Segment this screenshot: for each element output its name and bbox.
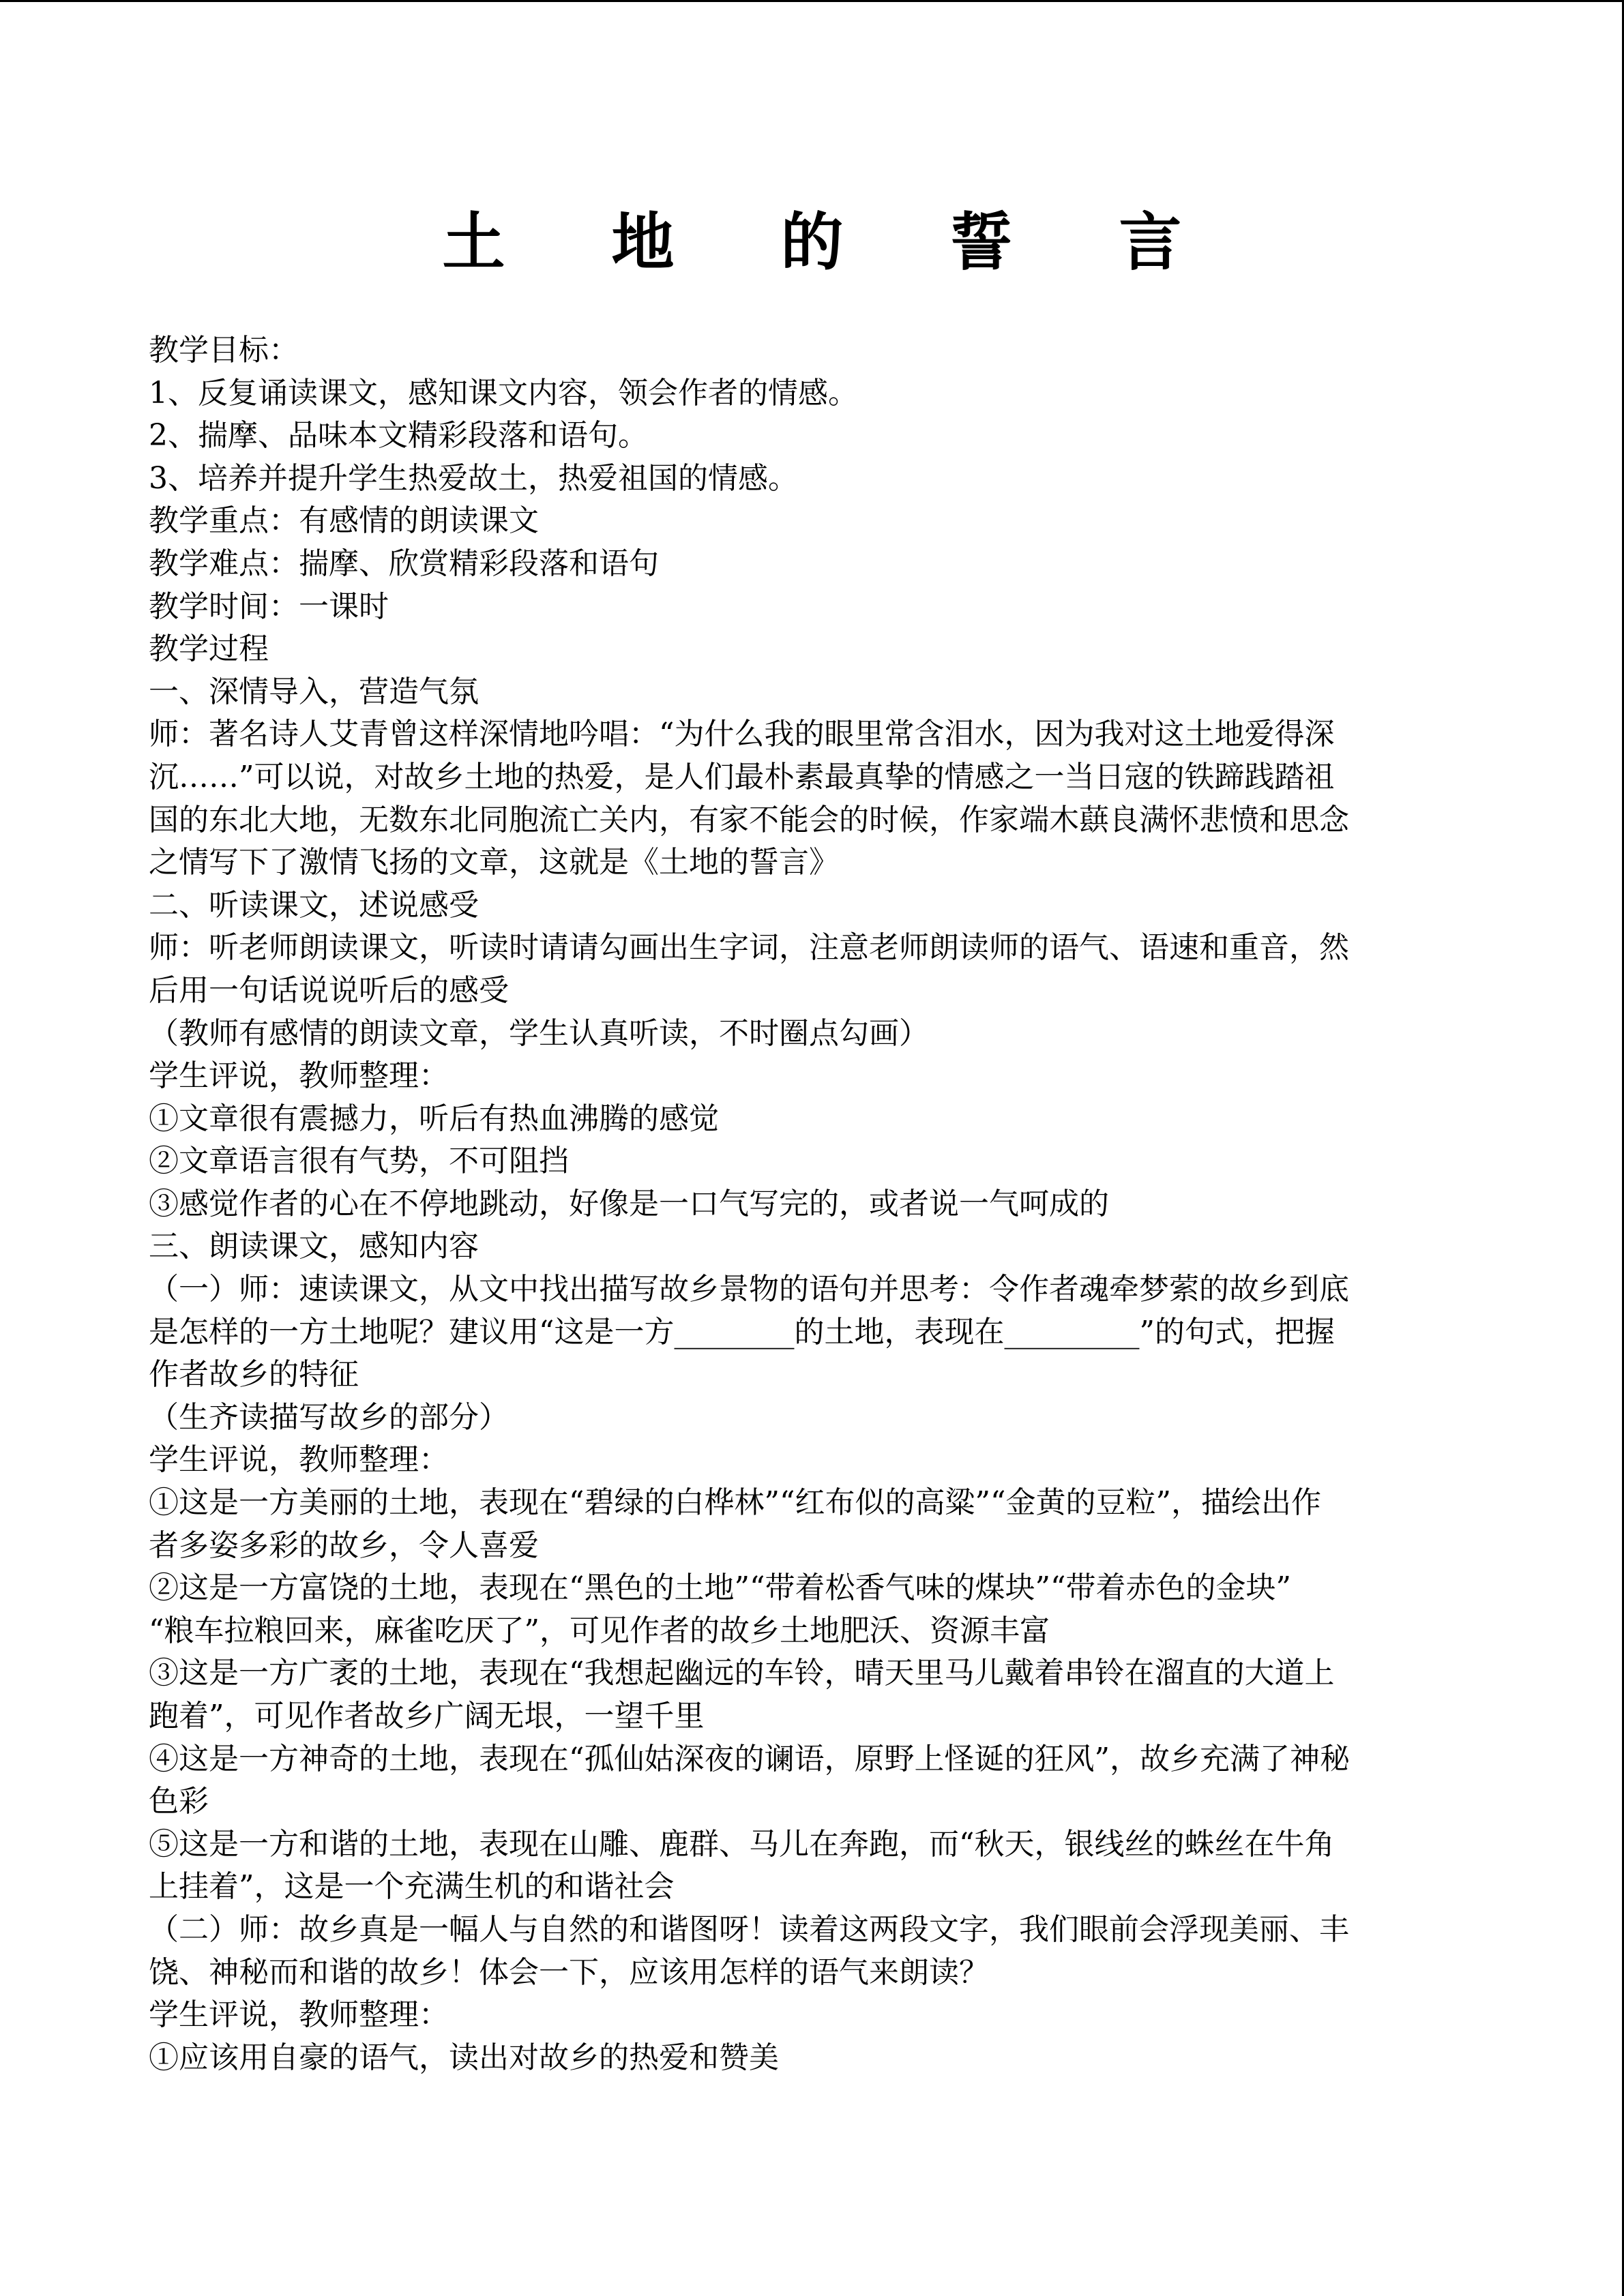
text-line: 教学重点：有感情的朗读课文 xyxy=(149,503,539,539)
text-line: 上挂着”，这是一个充满生机的和谐社会 xyxy=(149,1869,675,1905)
text-line: 学生评说，教师整理： xyxy=(149,1058,449,1094)
text-line: ①这是一方美丽的土地，表现在“碧绿的白桦林”“红布似的高粱”“金黄的豆粒”，描绘出作 xyxy=(149,1485,1321,1521)
text-line: 2、揣摩、品味本文精彩段落和语句。 xyxy=(149,418,648,453)
document-body xyxy=(149,329,1479,2079)
text-line: 国的东北大地，无数东北同胞流亡关内，有家不能会的时候，作家端木蕻良满怀悲愤和思念 xyxy=(149,802,1349,837)
text-line: （二）师：故乡真是一幅人与自然的和谐图呀！读着这两段文字，我们眼前会浮现美丽、丰 xyxy=(149,1911,1349,1947)
text-line: 3、培养并提升学生热爱故土，热爱祖国的情感。 xyxy=(149,460,798,496)
text-line: 饶、神秘而和谐的故乡！体会一下，应该用怎样的语气来朗读？ xyxy=(149,1954,989,1990)
text-line: ③感觉作者的心在不停地跳动，好像是一口气写完的，或者说一气呵成的 xyxy=(149,1186,1109,1221)
text-line: （教师有感情的朗读文章，学生认真听读，不时圈点勾画） xyxy=(149,1015,929,1051)
text-line: 1、反复诵读课文，感知课文内容，领会作者的情感。 xyxy=(149,375,858,411)
text-line: 跑着”，可见作者故乡广阔无垠，一望千里 xyxy=(149,1699,705,1733)
text-line: 一、深情导入，营造气氛 xyxy=(149,674,479,709)
text-line: 者多姿多彩的故乡，令人喜爱 xyxy=(149,1527,539,1563)
text-line: 后用一句话说说听后的感受 xyxy=(149,972,509,1008)
text-line: ②文章语言很有气势，不可阻挡 xyxy=(149,1144,569,1179)
text-line: ②这是一方富饶的土地，表现在“黑色的土地”“带着松香气味的煤块”“带着赤色的金块” xyxy=(149,1570,1291,1606)
text-line: ③这是一方广袤的土地，表现在“我想起幽远的车铃，晴天里马儿戴着串铃在溜直的大道上 xyxy=(149,1656,1335,1691)
text-line: 三、朗读课文，感知内容 xyxy=(149,1229,479,1264)
text-line: 教学时间：一课时 xyxy=(149,588,389,624)
text-line: ①文章很有震撼力，听后有热血沸腾的感觉 xyxy=(149,1101,719,1136)
text-line: （生齐读描写故乡的部分） xyxy=(149,1399,509,1435)
text-line: 色彩 xyxy=(149,1784,209,1819)
document-title: 土 地 的 誓 言 xyxy=(442,205,1224,279)
text-line: ⑤这是一方和谐的土地，表现在山雕、鹿群、马儿在奔跑，而“秋天，银线丝的蛛丝在牛角 xyxy=(149,1826,1335,1862)
text-line: “粮车拉粮回来，麻雀吃厌了”，可见作者的故乡土地肥沃、资源丰富 xyxy=(149,1613,1050,1648)
text-line: 作者故乡的特征 xyxy=(149,1357,359,1392)
text-line: 师：著名诗人艾青曾这样深情地吟唱：“为什么我的眼里常含泪水，因为我对这土地爱得深 xyxy=(149,717,1335,752)
text-line: 师：听老师朗读课文，听读时请请勾画出生字词，注意老师朗读师的语气、语速和重音，然 xyxy=(149,930,1349,966)
text-line: 沉……”可以说，对故乡土地的热爱，是人们最朴素最真挚的情感之一当日寇的铁蹄践踏祖 xyxy=(149,759,1335,794)
text-line: （一）师：速读课文，从文中找出描写故乡景物的语句并思考：令作者魂牵梦萦的故乡到底 xyxy=(149,1272,1349,1307)
text-line: 教学目标： xyxy=(149,333,299,368)
text-line: 学生评说，教师整理： xyxy=(149,1997,449,2033)
text-line: 教学过程 xyxy=(149,631,269,667)
text-line: ①应该用自豪的语气，读出对故乡的热爱和赞美 xyxy=(149,2040,779,2075)
text-line: 是怎样的一方土地呢？建议用“这是一方________的土地，表现在_________”的句式，把握 xyxy=(149,1314,1335,1350)
text-line: 二、听读课文，述说感受 xyxy=(149,887,479,923)
text-line: 学生评说，教师整理： xyxy=(149,1442,449,1478)
text-line: ④这是一方神奇的土地，表现在“孤仙姑深夜的谰语，原野上怪诞的狂风”，故乡充满了神秘 xyxy=(149,1741,1350,1776)
text-line: 教学难点：揣摩、欣赏精彩段落和语句 xyxy=(149,546,659,581)
text-line: 之情写下了激情飞扬的文章，这就是《土地的誓言》 xyxy=(149,845,839,880)
